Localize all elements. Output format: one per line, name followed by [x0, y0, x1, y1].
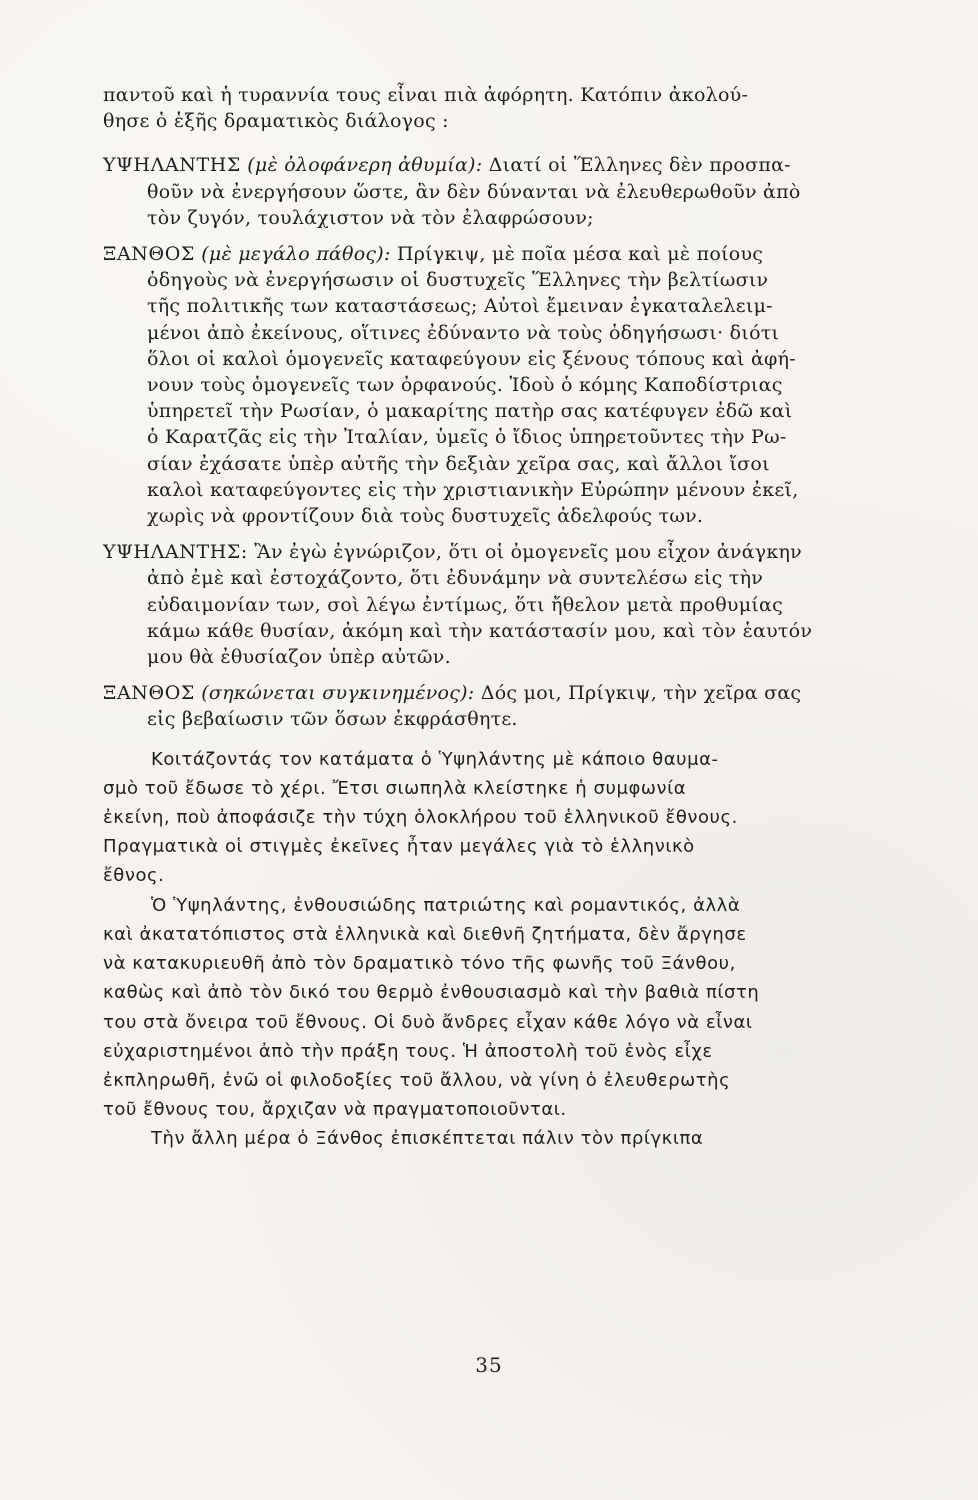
page-number: 35: [475, 1353, 503, 1377]
text-line: νουν τοὺς ὁμογενεῖς των ὀρφανούς. Ἰδοὺ ὁ κόμης Καποδίστριας: [147, 374, 783, 397]
text-line: ἔθνος.: [103, 865, 165, 887]
dialogue-line: [103, 680, 851, 706]
stage-direction: (μὲ ὀλοφάνερη ἀθυμία):: [247, 154, 483, 177]
speaker-name: ΞΑΝΘΟΣ: [103, 243, 195, 266]
text-line: ἐκπληρωθῆ, ἐνῶ οἱ φιλοδοξίες τοῦ ἄλλου, νὰ γίνη ὁ ἐλευθερωτὴς: [103, 1069, 731, 1091]
dialogue-line: [103, 539, 851, 565]
text-line: τὸν ζυγόν, τουλάχιστον νὰ τὸν ἐλαφρώσουν;: [147, 206, 594, 229]
text-line: θοῦν νὰ ἐνεργήσουν ὥστε, ἂν δὲν δύνανται νὰ ἐλευθερωθοῦν ἀπὸ: [147, 180, 801, 203]
text-line: Πραγματικὰ οἱ στιγμὲς ἐκεῖνες ἦταν μεγάλες γιὰ τὸ ἑλληνικὸ: [103, 836, 695, 858]
text-line: τῆς πολιτικῆς των καταστάσεως; Αὐτοὶ ἔμειναν ἐγκαταλελειμ-: [147, 295, 773, 318]
text-line: παντοῦ καὶ ἡ τυραννία τους εἶναι πιὰ ἀφόρητη. Κατόπιν ἀκολού-: [103, 84, 749, 106]
text-line: καλοὶ καταφεύγοντες εἰς τὴν χριστιανικὴν Εὐρώπην μένουν ἐκεῖ,: [147, 478, 799, 501]
main-text: [103, 82, 851, 1154]
text-line: εἰς βεβαίωσιν τῶν ὅσων ἐκφράσθητε.: [147, 708, 518, 731]
dialogue-text: Δός μοι, Πρίγκιψ, τὴν χεῖρα σας: [480, 682, 802, 705]
text-line: Τὴν ἄλλη μέρα ὁ Ξάνθος ἐπισκέπτεται πάλιν τὸν πρίγκιπα: [151, 1128, 704, 1150]
text-line: ἐκείνη, ποὺ ἀποφάσιζε τὴν τύχη ὁλοκλήρου τοῦ ἑλληνικοῦ ἔθνους.: [103, 807, 738, 829]
text-line: ὁ Καρατζᾶς εἰς τὴν Ἰταλίαν, ὑμεῖς ὁ ἴδιος ὑπηρετοῦντες τὴν Ρω-: [147, 426, 787, 449]
text-line: ἀπὸ ἐμὲ καὶ ἐστοχάζοντο, ὅτι ἐδυνάμην νὰ συντελέσω εἰς τὴν: [147, 567, 764, 590]
text-line: του στὰ ὄνειρα τοῦ ἔθνους. Οἱ δυὸ ἄνδρες εἶχαν κάθε λόγο νὰ εἶναι: [103, 1011, 753, 1033]
paragraph-gap: [103, 733, 851, 745]
dialogue-gap: [103, 134, 851, 142]
text-line: ὁδηγοὺς νὰ ἐνεργήσωσιν οἱ δυστυχεῖς Ἕλληνες τὴν βελτίωσιν: [147, 269, 769, 292]
text-line: σίαν ἐχάσατε ὑπὲρ αὐτῆς τὴν δεξιὰν χεῖρα σας, καὶ ἄλλοι ἴσοι: [147, 452, 770, 475]
text-line: ὑπηρετεῖ τὴν Ρωσίαν, ὁ μακαρίτης πατὴρ σας κατέφυγεν ἐδῶ καὶ: [147, 400, 793, 423]
dialogue-text: Πρίγκιψ, μὲ ποῖα μέσα καὶ μὲ ποίους: [396, 243, 764, 266]
text-line: Ὁ Ὑψηλάντης, ἐνθουσιώδης πατριώτης καὶ ρομαντικός, ἀλλὰ: [151, 894, 741, 916]
text-line: καθὼς καὶ ἀπὸ τὸν δικό του θερμὸ ἐνθουσιασμὸ καὶ τὴν βαθιὰ πίστη: [103, 982, 760, 1004]
dialogue-text: Ἂν ἐγὼ ἐγνώριζον, ὅτι οἱ ὁμογενεῖς μου εἶχον ἀνάγκην: [254, 541, 802, 564]
speaker-name: ΞΑΝΘΟΣ: [103, 682, 195, 705]
stage-direction: (μὲ μεγάλο πάθος):: [201, 243, 391, 266]
text-line: θησε ὁ ἑξῆς δραματικὸς διάλογος :: [103, 110, 449, 133]
text-line: εὐδαιμονίαν των, σοὶ λέγω ἐντίμως, ὅτι ἤθελον μετὰ προθυμίας: [147, 593, 783, 616]
text-line: μένοι ἀπὸ ἐκείνους, οἵτινες ἐδύναντο νὰ τοὺς ὁδηγήσωσι· διότι: [147, 321, 780, 344]
text-line: μου θὰ ἐθυσίαζον ὑπὲρ αὐτῶν.: [147, 646, 451, 669]
dialogue-line: [103, 241, 851, 267]
text-line: καὶ ἀκατατόπιστος στὰ ἑλληνικὰ καὶ διεθνῆ ζητήματα, δὲν ἄργησε: [103, 923, 747, 945]
text-line: χωρὶς νὰ φροντίζουν διὰ τοὺς δυστυχεῖς ἀδελφούς των.: [147, 505, 704, 528]
text-line: κάμω κάθε θυσίαν, ἀκόμη καὶ τὴν κατάστασίν μου, καὶ τὸν ἑαυτόν: [147, 619, 813, 642]
text-line: τοῦ ἔθνους του, ἄρχιζαν νὰ πραγματοποιοῦνται.: [103, 1099, 567, 1121]
text-line: νὰ κατακυριευθῆ ἀπὸ τὸν δραματικὸ τόνο τῆς φωνῆς τοῦ Ξάνθου,: [103, 953, 736, 975]
text-line: σμὸ τοῦ ἔδωσε τὸ χέρι. Ἔτσι σιωπηλὰ κλείστηκε ἡ συμφωνία: [103, 777, 687, 799]
stage-direction: (σηκώνεται συγκινημένος):: [201, 682, 475, 705]
dialogue-text: Διατί οἱ Ἕλληνες δὲν προσπα-: [488, 154, 791, 177]
dialogue-line: [103, 152, 851, 178]
text-line: Κοιτάζοντάς τον κατάματα ὁ Ὑψηλάντης μὲ κάποιο θαυμα-: [151, 748, 719, 770]
speaker-name: ΥΨΗΛΑΝΤΗΣ: [103, 154, 241, 177]
text-line: ὅλοι οἱ καλοὶ ὁμογενεῖς καταφεύγουν εἰς ξένους τόπους καὶ ἀφή-: [147, 347, 796, 370]
text-line: εὐχαριστημένοι ἀπὸ τὴν πράξη τους. Ἡ ἀποστολὴ τοῦ ἑνὸς εἶχε: [103, 1040, 713, 1062]
speaker-name: ΥΨΗΛΑΝΤΗΣ:: [103, 541, 248, 564]
